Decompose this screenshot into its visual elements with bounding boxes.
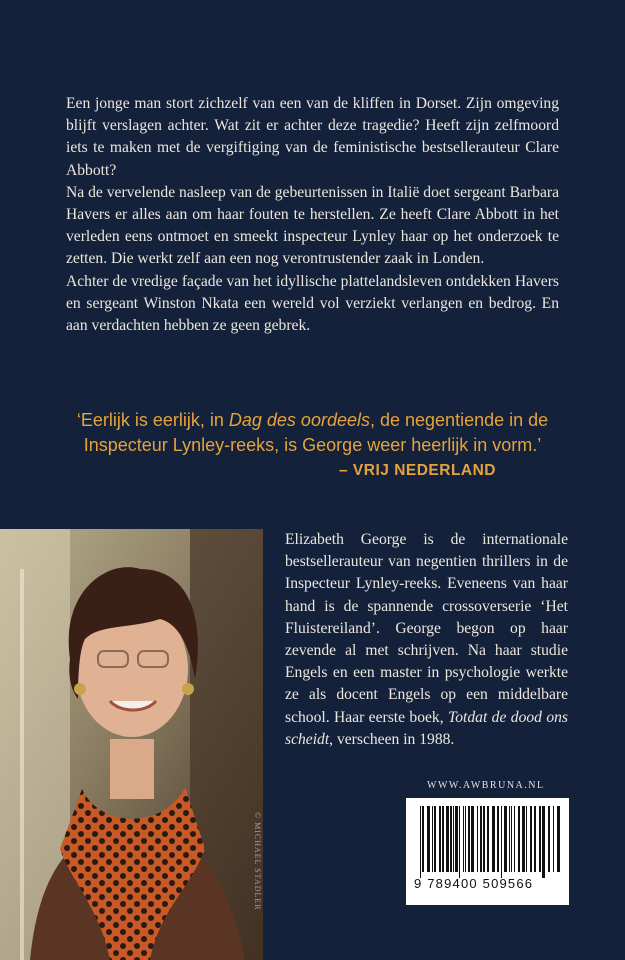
barcode-bar [504, 806, 507, 872]
barcode-bar [526, 806, 527, 872]
author-bio: Elizabeth George is de internationale bestsellerauteur van negentien thrillers in de Inspecteur Lynley-reeks. Eveneens van haar hand is de spannende crossoverserie ‘Het Fluistereiland’. George begon op haar zevende al met schrijven. Na haar studie Engels en een master in psychologie werkte ze als docent Engels op een middelbare school. Haar eerste boek, Totdat de dood ons scheidt, verscheen in 1988. [285, 531, 568, 748]
barcode-bar [480, 806, 482, 872]
barcode-bar [446, 806, 449, 872]
isbn-barcode [406, 798, 569, 905]
barcode-bar [518, 806, 520, 872]
barcode-bar [542, 806, 545, 878]
barcode-bar [432, 806, 433, 872]
barcode-bar [487, 806, 489, 872]
barcode-bar [514, 806, 515, 872]
blurb-paragraph-3: Achter de vredige façade van het idyllische plattelandsleven ontdekken Havers en sergeant Winston Nkata een wereld vol verziekt verlangen en bedrog. En aan verdachten hebben ze geen gebrek. [66, 272, 559, 335]
barcode-bar [492, 806, 495, 872]
barcode-bar [434, 806, 436, 872]
barcode-bar [511, 806, 512, 872]
bio-book-title: Totdat de dood ons scheidt [285, 708, 568, 748]
barcode-bar [427, 806, 430, 872]
quote-book-title: Dag des oordeels [228, 410, 370, 430]
press-quote [40, 408, 585, 483]
barcode-bar [509, 806, 510, 872]
barcode-bar [422, 806, 424, 872]
press-quote-source: – VRIJ NEDERLAND [339, 462, 496, 479]
barcode-bar [439, 806, 441, 872]
barcode-bar [553, 806, 554, 872]
barcode-bar [534, 806, 536, 872]
barcode-bar [453, 806, 454, 872]
barcode-bar [530, 806, 532, 872]
barcode-bar [522, 806, 525, 872]
barcode-bar [539, 806, 541, 872]
blurb-paragraph-1: Een jonge man stort zichzelf van een van de kliffen in Dorset. Zijn omgeving blijft verslagen achter. Wat zit er achter deze tragedie? Heeft zijn zelfmoord iets te maken met de vergiftiging van de feministische bestsellerauteur Clare Abbott? [66, 95, 559, 179]
barcode-bar [557, 806, 560, 872]
barcode-bar [450, 806, 452, 872]
photo-credit: © MICHAEL STADLER [253, 812, 262, 911]
barcode-bar [459, 806, 460, 878]
barcode-bar [465, 806, 466, 872]
author-photo [0, 529, 263, 960]
blurb-paragraph-2: Na de vervelende nasleep van de gebeurtenissen in Italië doet sergeant Barbara Havers er alles aan om haar fouten te herstellen. Ze heeft Clare Abbott in het verleden eens ontmoet en smeekt inspecteur Lynley haar op het onderzoek te zetten. Die werkt zelf aan een nog verontrustender zaak in Londen. [66, 183, 559, 268]
barcode-bar [497, 806, 499, 872]
barcode-bar [468, 806, 470, 872]
barcode-bar [501, 806, 502, 878]
barcode-bar [455, 806, 458, 872]
barcode-bar [420, 806, 421, 878]
barcode-bar [483, 806, 485, 872]
barcode-bar [463, 806, 464, 872]
press-quote-text: ‘Eerlijk is eerlijk, in Dag des oordeels, de negentiende in de Inspecteur Lynley-reeks, is George weer heerlijk in vorm.’ [76, 410, 549, 455]
barcode-bar [548, 806, 550, 872]
isbn-number: 9 789400 509566 [414, 876, 534, 891]
barcode-bar [477, 806, 478, 872]
barcode-bar [442, 806, 444, 872]
barcode-bar [471, 806, 474, 872]
publisher-website[interactable]: WWW.AWBRUNA.NL [427, 780, 545, 791]
blurb-text [66, 93, 559, 337]
